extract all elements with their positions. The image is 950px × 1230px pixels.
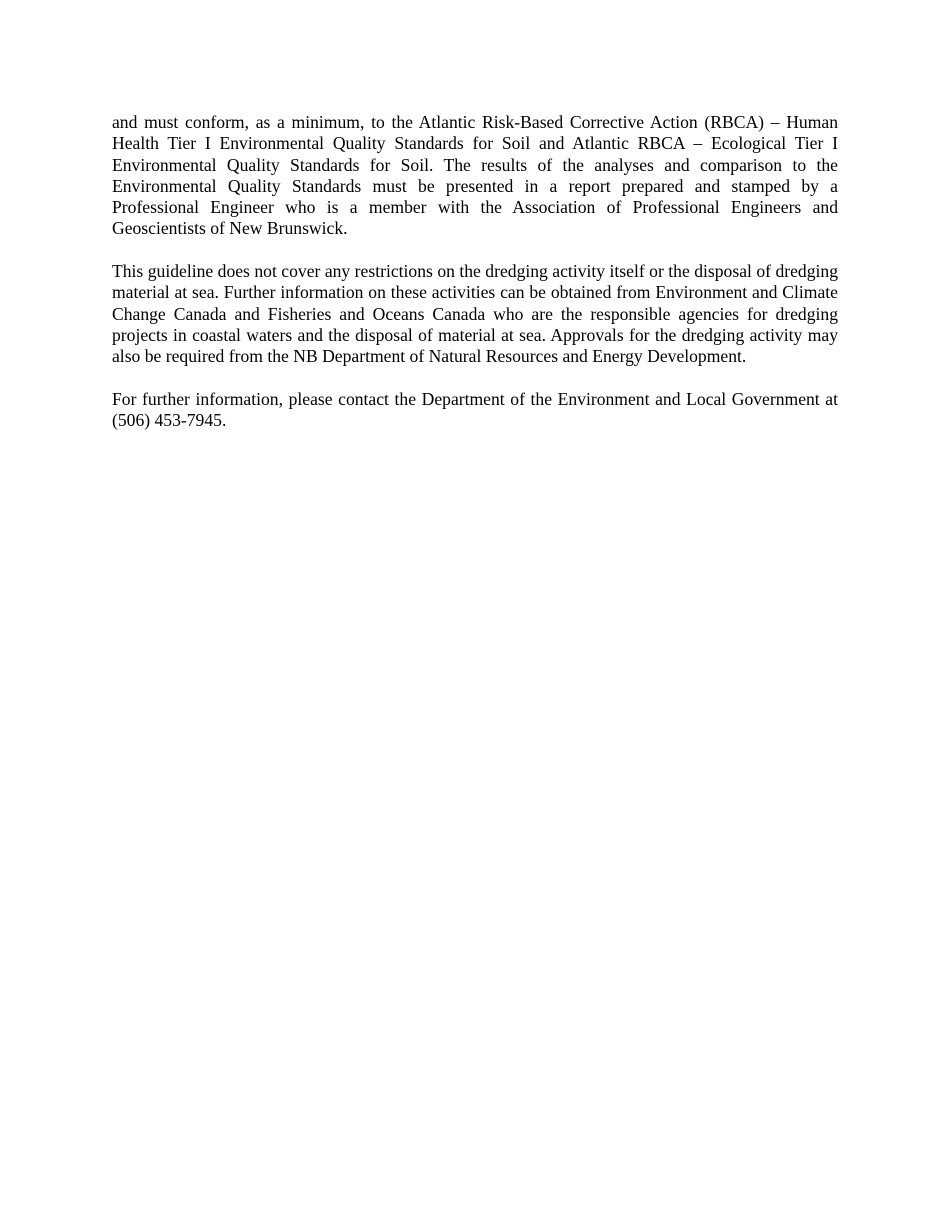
paragraph-soil-standards: and must conform, as a minimum, to the Atlantic Risk-Based Corrective Action (RBCA) – Human Health Tier I Environmental Quality Standards for Soil and Atlantic RBCA – Ecological Tier I Environmental Quality Standards for Soil. The results of the analyses and comparison to the Environmental Quality Standards must be presented in a report prepared and stamped by a Professional Engineer who is a member with the Association of Professional Engineers and Geoscientists of New Brunswick.: [112, 112, 838, 239]
paragraph-contact-information: For further information, please contact the Department of the Environment and Local Government at (506) 453-7945.: [112, 388, 838, 431]
paragraph-dredging-guideline: This guideline does not cover any restrictions on the dredging activity itself or the disposal of dredging material at sea. Further information on these activities can be obtained from Environment and Climate Change Canada and Fisheries and Oceans Canada who are the responsible agencies for dredging projects in coastal waters and the disposal of material at sea. Approvals for the dredging activity may also be required from the NB Department of Natural Resources and Energy Development.: [112, 261, 838, 367]
document-page: [112, 112, 838, 431]
